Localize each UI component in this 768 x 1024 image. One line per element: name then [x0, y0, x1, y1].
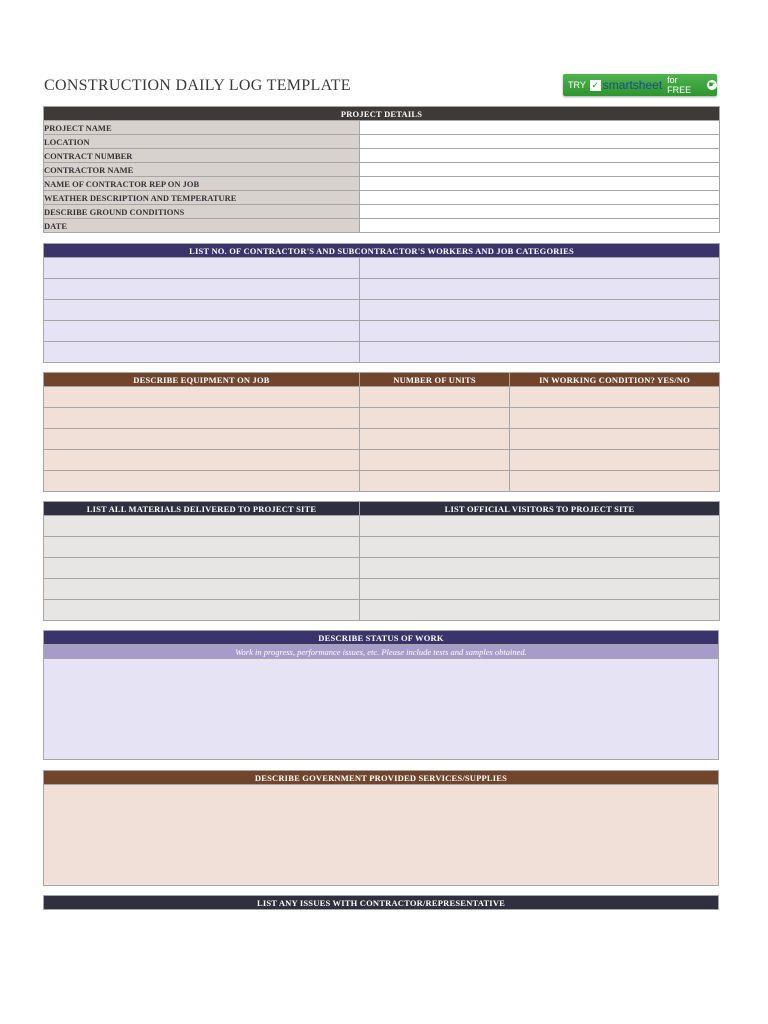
table-row [44, 450, 720, 471]
table-row [44, 135, 720, 149]
table-row [44, 300, 720, 321]
table-row [44, 516, 720, 537]
visitors-cell[interactable] [360, 537, 720, 558]
workers-cell[interactable] [44, 300, 360, 321]
working-condition-header: IN WORKING CONDITION? YES/NO [510, 373, 720, 387]
workers-table [43, 243, 720, 363]
equipment-cell[interactable] [44, 450, 360, 471]
try-label: TRY [568, 80, 586, 90]
pointer-icon: ☛ [708, 80, 716, 89]
contract-number-field[interactable] [360, 149, 720, 163]
government-services-area[interactable] [44, 785, 719, 886]
workers-cell[interactable] [44, 342, 360, 363]
equipment-cell[interactable] [44, 408, 360, 429]
materials-cell[interactable] [44, 516, 360, 537]
ground-conditions-field[interactable] [360, 205, 720, 219]
table-row [44, 219, 720, 233]
project-details-header: PROJECT DETAILS [44, 107, 720, 121]
materials-cell[interactable] [44, 558, 360, 579]
try-smartsheet-button[interactable] [563, 74, 717, 96]
workers-cell[interactable] [360, 321, 720, 342]
status-of-work-table [43, 630, 719, 760]
workers-cell[interactable] [360, 258, 720, 279]
workers-cell[interactable] [44, 321, 360, 342]
visitors-cell[interactable] [360, 516, 720, 537]
table-row [44, 429, 720, 450]
materials-visitors-table [43, 501, 720, 621]
workers-header: LIST NO. OF CONTRACTOR'S AND SUBCONTRACTOR'S WORKERS AND JOB CATEGORIES [44, 244, 720, 258]
table-row [44, 342, 720, 363]
materials-cell[interactable] [44, 579, 360, 600]
date-field[interactable] [360, 219, 720, 233]
workers-cell[interactable] [44, 258, 360, 279]
field-label: NAME OF CONTRACTOR REP ON JOB [44, 177, 360, 191]
visitors-header: LIST OFFICIAL VISITORS TO PROJECT SITE [360, 502, 720, 516]
project-details-table [43, 106, 720, 233]
location-field[interactable] [360, 135, 720, 149]
table-row [44, 121, 720, 135]
project-name-field[interactable] [360, 121, 720, 135]
table-row [44, 205, 720, 219]
issues-header: LIST ANY ISSUES WITH CONTRACTOR/REPRESENTATIVE [44, 896, 719, 910]
workers-cell[interactable] [360, 300, 720, 321]
for-free-label: for FREE [667, 75, 692, 95]
materials-cell[interactable] [44, 600, 360, 621]
equipment-table [43, 372, 720, 492]
weather-field[interactable] [360, 191, 720, 205]
equipment-cell[interactable] [44, 429, 360, 450]
government-services-header: DESCRIBE GOVERNMENT PROVIDED SERVICES/SUPPLIES [44, 771, 719, 785]
condition-cell[interactable] [510, 429, 720, 450]
field-label: CONTRACT NUMBER [44, 149, 360, 163]
units-header: NUMBER OF UNITS [360, 373, 510, 387]
table-row [44, 191, 720, 205]
field-label: DATE [44, 219, 360, 233]
units-cell[interactable] [360, 408, 510, 429]
condition-cell[interactable] [510, 450, 720, 471]
equipment-cell[interactable] [44, 471, 360, 492]
visitors-cell[interactable] [360, 579, 720, 600]
table-row [44, 408, 720, 429]
materials-header: LIST ALL MATERIALS DELIVERED TO PROJECT SITE [44, 502, 360, 516]
units-cell[interactable] [360, 387, 510, 408]
units-cell[interactable] [360, 450, 510, 471]
field-label: PROJECT NAME [44, 121, 360, 135]
table-row [44, 163, 720, 177]
table-row [44, 387, 720, 408]
condition-cell[interactable] [510, 471, 720, 492]
field-label: DESCRIBE GROUND CONDITIONS [44, 205, 360, 219]
government-services-table [43, 770, 719, 886]
materials-cell[interactable] [44, 537, 360, 558]
condition-cell[interactable] [510, 408, 720, 429]
table-row [44, 537, 720, 558]
equipment-cell[interactable] [44, 387, 360, 408]
field-label: LOCATION [44, 135, 360, 149]
field-label: WEATHER DESCRIPTION AND TEMPERATURE [44, 191, 360, 205]
units-cell[interactable] [360, 429, 510, 450]
contractor-rep-field[interactable] [360, 177, 720, 191]
workers-cell[interactable] [360, 342, 720, 363]
smartsheet-brand: smartsheet [602, 78, 663, 92]
table-row [44, 600, 720, 621]
units-cell[interactable] [360, 471, 510, 492]
issues-table [43, 895, 719, 910]
checkmark-icon: ✓ [591, 79, 600, 90]
visitors-cell[interactable] [360, 558, 720, 579]
workers-cell[interactable] [44, 279, 360, 300]
table-row [44, 471, 720, 492]
field-label: CONTRACTOR NAME [44, 163, 360, 177]
table-row [44, 177, 720, 191]
table-row [44, 579, 720, 600]
table-row [44, 149, 720, 163]
table-row [44, 558, 720, 579]
contractor-name-field[interactable] [360, 163, 720, 177]
document-title: CONSTRUCTION DAILY LOG TEMPLATE [44, 77, 351, 94]
status-of-work-area[interactable] [44, 659, 719, 760]
table-row [44, 258, 720, 279]
table-row [44, 321, 720, 342]
table-row [44, 279, 720, 300]
visitors-cell[interactable] [360, 600, 720, 621]
equipment-header: DESCRIBE EQUIPMENT ON JOB [44, 373, 360, 387]
status-of-work-header: DESCRIBE STATUS OF WORK [44, 631, 719, 645]
status-of-work-subheader: Work in progress, performance issues, etc. Please include tests and samples obtained. [44, 645, 719, 659]
workers-cell[interactable] [360, 279, 720, 300]
condition-cell[interactable] [510, 387, 720, 408]
